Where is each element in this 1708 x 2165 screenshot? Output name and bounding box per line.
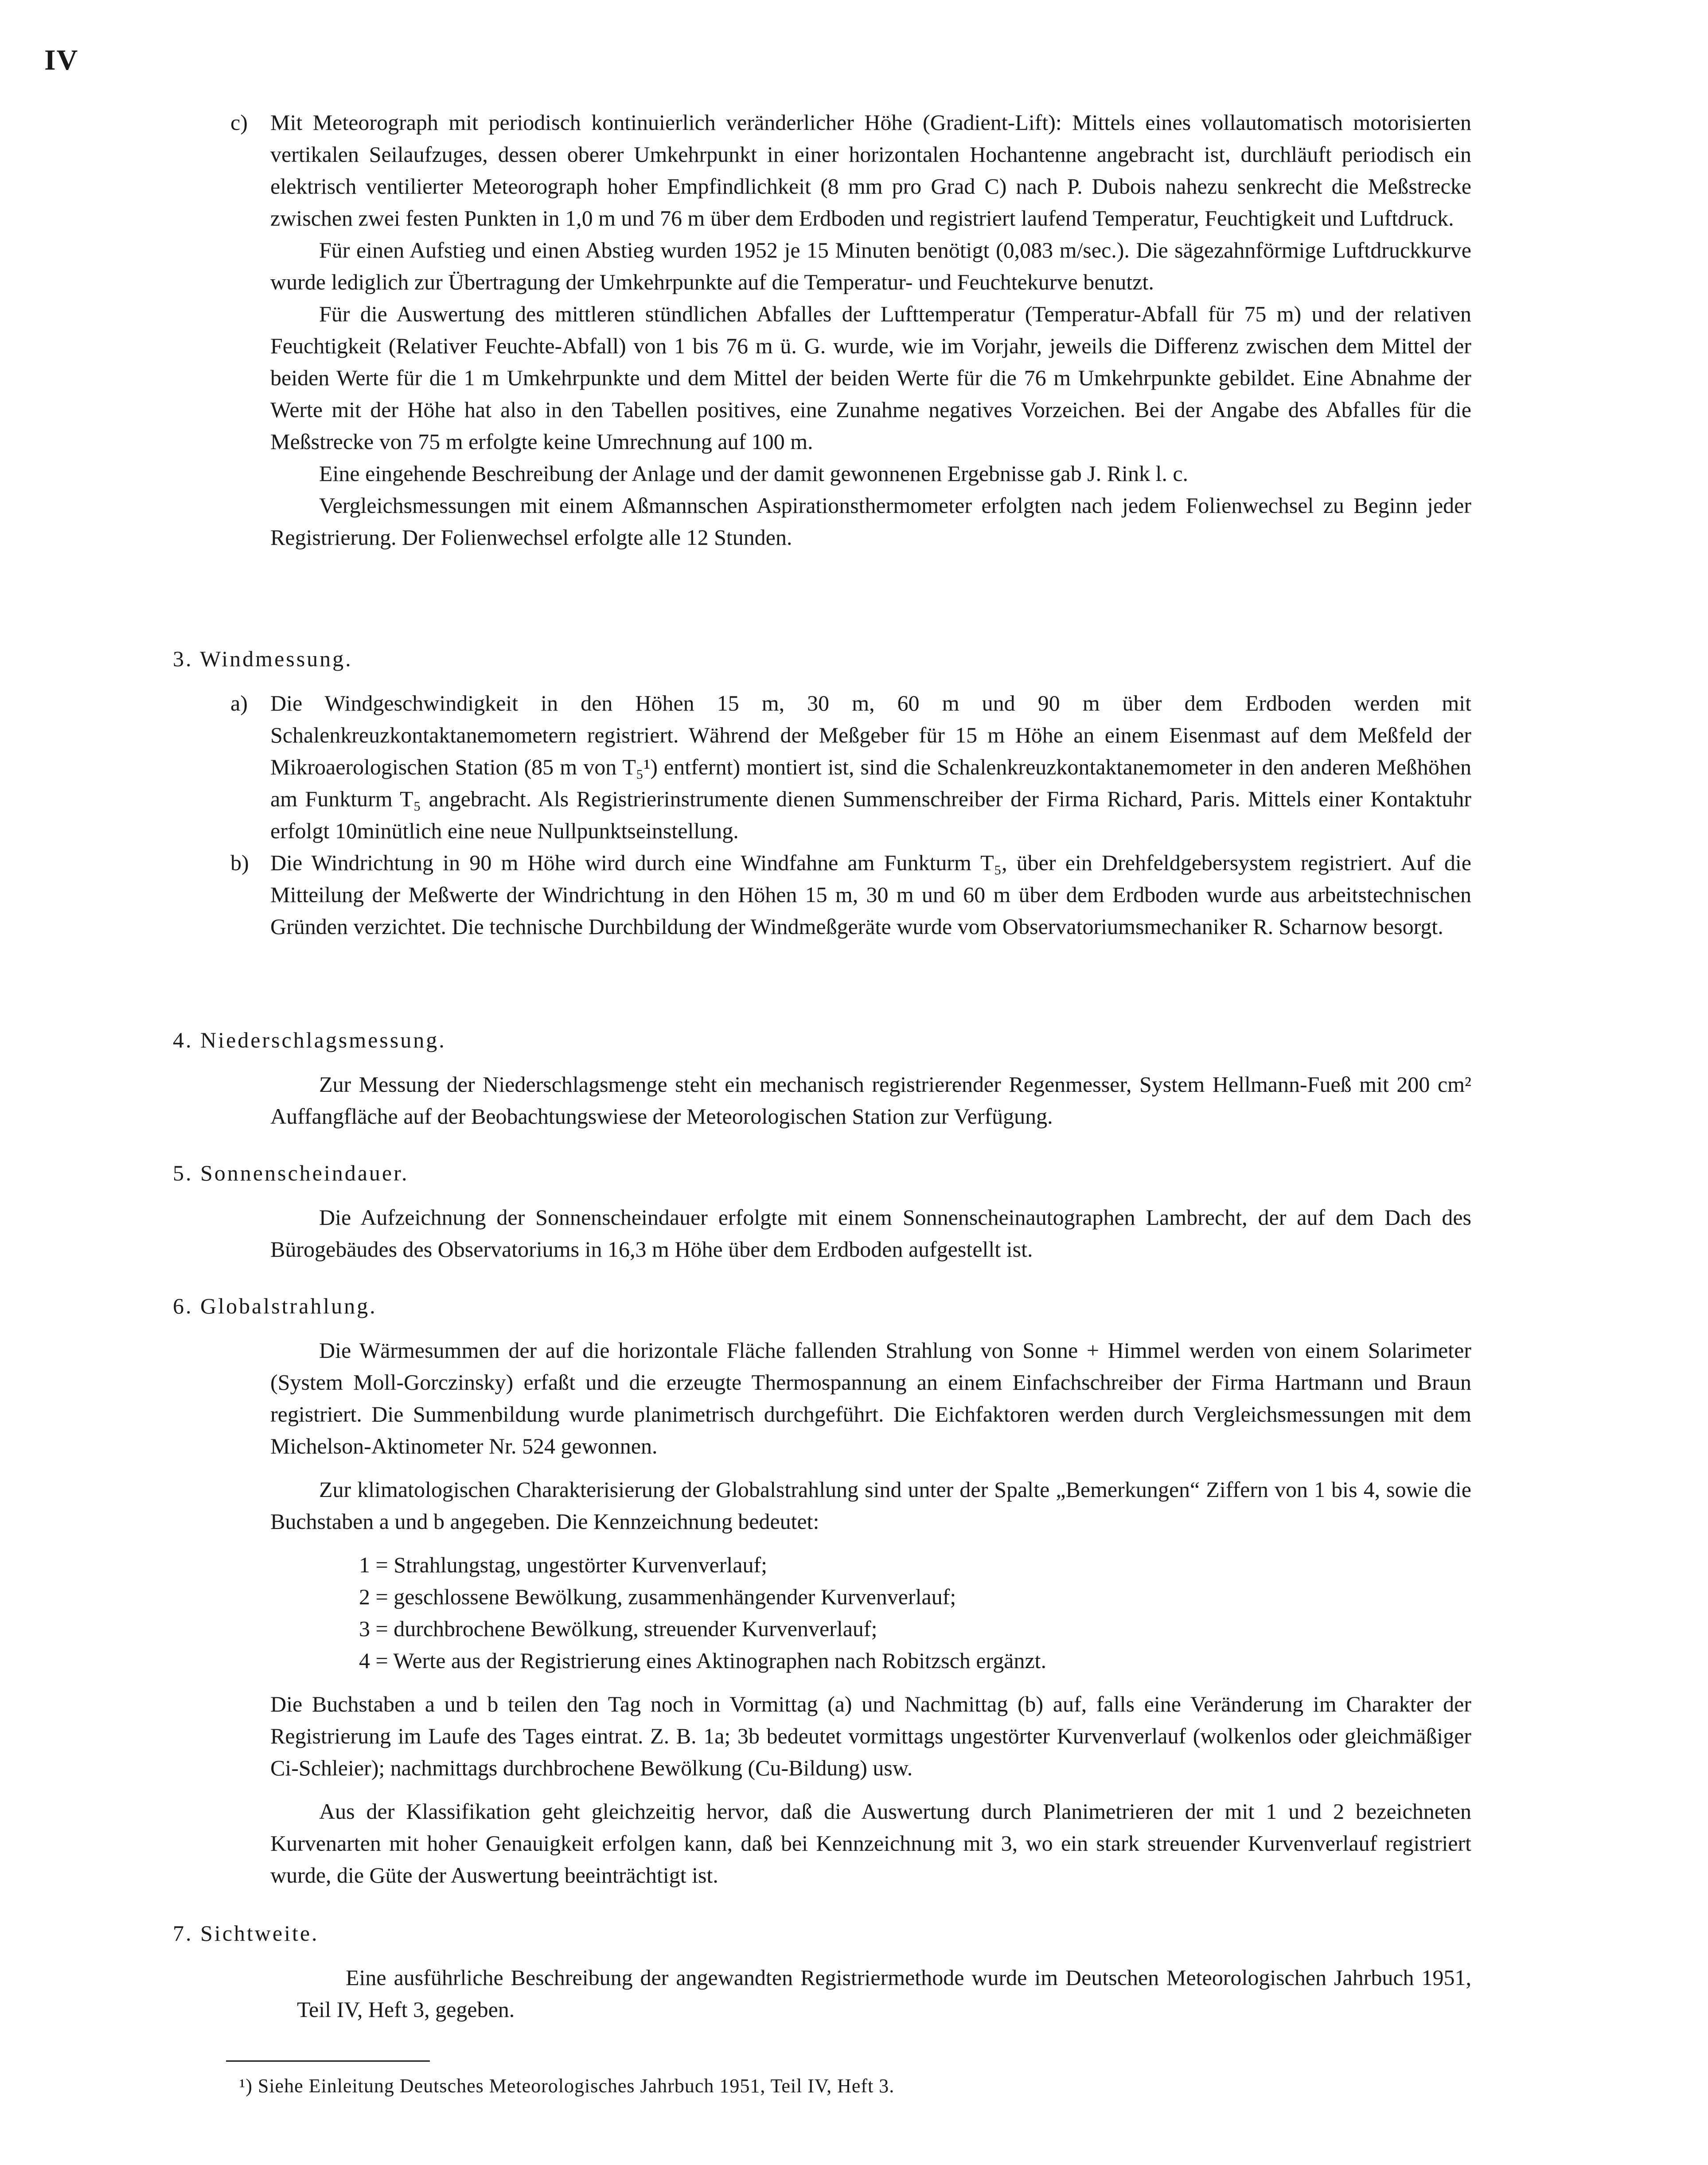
- paragraph: Zur Messung der Niederschlagsmenge steht ein mechanisch registrierender Regenmesser, System Hellmann-Fueß mit 200 cm² Auffangfläche auf der Beobachtungswiese der Meteorologischen Station zur Verfügung.: [270, 1072, 1471, 1129]
- paragraph: Für die Auswertung des mittleren stündlichen Abfalles der Lufttemperatur (Temperatur-Abfall für 75 m) und der relativen Feuchtigkeit (Relativer Feuchte-Abfall) von 1 bis 76 m ü. G. wurde, wie im Vorjahr, jeweils die Differenz zwischen dem Mittel der beiden Werte für die 1 m Umkehrpunkte und dem Mittel der beiden Werte für die 76 m Umkehrpunkte gebildet. Eine Abnahme der Werte mit der Höhe hat also in den Tabellen positives, eine Zunahme negatives Vorzeichen. Bei der Angabe des Abfalles für die Meßstrecke von 75 m erfolgte keine Umrechnung auf 100 m.: [270, 301, 1471, 454]
- list-item: 2 = geschlossene Bewölkung, zusammenhängender Kurvenverlauf;: [359, 1584, 956, 1609]
- item-label: c): [230, 110, 248, 135]
- section-5: [270, 1201, 1471, 1265]
- item-3b: [230, 847, 1471, 942]
- section-heading: 4. Niederschlagsmessung.: [173, 1028, 446, 1052]
- footnote: ¹) Siehe Einleitung Deutsches Meteorologisches Jahrbuch 1951, Teil IV, Heft 3.: [239, 2075, 895, 2097]
- section-6: [270, 1334, 1471, 1891]
- paragraph: Die Aufzeichnung der Sonnenscheindauer erfolgte mit einem Sonnenscheinautographen Lambrecht, der auf dem Dach des Bürogebäudes des Observatoriums in 16,3 m Höhe über dem Erdboden aufgestellt ist.: [270, 1205, 1471, 1262]
- classification-list: [359, 1549, 1471, 1677]
- item-label: b): [230, 850, 249, 875]
- paragraph: Eine eingehende Beschreibung der Anlage und der damit gewonnenen Ergebnisse gab J. Rink l. c.: [319, 461, 1189, 486]
- list-item: 3 = durchbrochene Bewölkung, streuender Kurvenverlauf;: [359, 1616, 877, 1641]
- footnote-rule: [226, 2060, 430, 2062]
- paragraph: Für einen Aufstieg und einen Abstieg wurden 1952 je 15 Minuten benötigt (0,083 m/sec.). Die sägezahnförmige Luftdruckkurve wurde lediglich zur Übertragung der Umkehrpunkte auf die Temperatur- und Feuchtekurve benutzt.: [270, 238, 1471, 294]
- paragraph: Die Windrichtung in 90 m Höhe wird durch eine Windfahne am Funkturm T₅, über ein Drehfeldgebersystem registriert. Auf die Mitteilung der Meßwerte der Windrichtung in den Höhen 15 m, 30 m und 60 m über dem Erdboden wurde aus arbeitstechnischen Gründen verzichtet. Die technische Durchbildung der Windmeßgeräte wurde vom Observatoriumsmechaniker R. Scharnow besorgt.: [270, 850, 1471, 939]
- paragraph: Die Buchstaben a und b teilen den Tag noch in Vormittag (a) und Nachmittag (b) auf, falls eine Veränderung im Charakter der Registrierung im Laufe des Tages eintrat. Z. B. 1a; 3b bedeutet vormittags ungestörter Kurvenverlauf (wolkenlos oder gleichmäßiger Ci-Schleier); nachmittags durchbrochene Bewölkung (Cu-Bildung) usw.: [270, 1692, 1471, 1780]
- item-2c: [230, 106, 1471, 234]
- paragraph: Aus der Klassifikation geht gleichzeitig hervor, daß die Auswertung durch Planimetrieren der mit 1 und 2 bezeichneten Kurvenarten mit hoher Genauigkeit erfolgen kann, daß bei Kennzeichnung mit 3, wo ein stark streuender Kurvenverlauf registriert wurde, die Güte der Auswertung beeinträchtigt ist.: [270, 1799, 1471, 1888]
- paragraph: Eine ausführliche Beschreibung der angewandten Registriermethode wurde im Deutschen Meteorologischen Jahrbuch 1951, Teil IV, Heft 3, gegeben.: [297, 1965, 1471, 2022]
- section-4: [270, 1068, 1471, 1132]
- section-heading: 5. Sonnenscheindauer.: [173, 1161, 409, 1185]
- paragraph: Mit Meteorograph mit periodisch kontinuierlich veränderlicher Höhe (Gradient-Lift): Mittels eines vollautomatisch motorisierten vertikalen Seilaufzuges, dessen oberer Umkehrpunkt in einer horizontalen Hochantenne angebracht ist, durchläuft periodisch ein elektrisch ventilierter Meteorograph hoher Empfindlichkeit (8 mm pro Grad C) nach P. Dubois nahezu senkrecht die Meßstrecke zwischen zwei festen Punkten in 1,0 m und 76 m über dem Erdboden und registriert laufend Temperatur, Feuchtigkeit und Luftdruck.: [270, 110, 1471, 231]
- section-3: [230, 687, 1471, 942]
- paragraph: Vergleichsmessungen mit einem Aßmannschen Aspirationsthermometer erfolgten nach jedem Folienwechsel zu Beginn jeder Registrierung. Der Folienwechsel erfolgte alle 12 Stunden.: [270, 493, 1471, 550]
- list-item: 1 = Strahlungstag, ungestörter Kurvenverlauf;: [359, 1552, 768, 1577]
- section-heading: 6. Globalstrahlung.: [173, 1294, 377, 1318]
- paragraph: Zur klimatologischen Charakterisierung der Globalstrahlung sind unter der Spalte „Bemerkungen“ Ziffern von 1 bis 4, sowie die Buchstaben a und b angegeben. Die Kennzeichnung bedeutet:: [270, 1477, 1471, 1534]
- section-2c: [230, 106, 1471, 553]
- item-label: a): [230, 691, 248, 715]
- section-heading: 3. Windmessung.: [173, 646, 353, 671]
- section-heading: 7. Sichtweite.: [173, 1921, 319, 1946]
- list-item: 4 = Werte aus der Registrierung eines Aktinographen nach Robitzsch ergänzt.: [359, 1648, 1047, 1673]
- section-7: [297, 1962, 1471, 2025]
- paragraph: Die Windgeschwindigkeit in den Höhen 15 m, 30 m, 60 m und 90 m über dem Erdboden werden mit Schalenkreuzkontaktanemometern registriert. Während der Meßgeber für 15 m Höhe an einem Eisenmast auf dem Meßfeld der Mikroaerologischen Station (85 m von T₅¹) entfernt) montiert ist, sind die Schalenkreuzkontaktanemometer in den anderen Meßhöhen am Funkturm T₅ angebracht. Als Registrierinstrumente dienen Summenschreiber der Firma Richard, Paris. Mittels einer Kontaktuhr erfolgt 10minütlich eine neue Nullpunktseinstellung.: [270, 691, 1471, 843]
- paragraph: Die Wärmesummen der auf die horizontale Fläche fallenden Strahlung von Sonne + Himmel werden von einem Solarimeter (System Moll-Gorczinsky) erfaßt und die erzeugte Thermospannung an einem Einfachschreiber der Firma Hartmann und Braun registriert. Die Summenbildung wurde planimetrisch durchgeführt. Die Eichfaktoren werden durch Vergleichsmessungen mit dem Michelson-Aktinometer Nr. 524 gewonnen.: [270, 1338, 1471, 1458]
- item-3a: [230, 687, 1471, 847]
- page-number: IV: [44, 44, 79, 76]
